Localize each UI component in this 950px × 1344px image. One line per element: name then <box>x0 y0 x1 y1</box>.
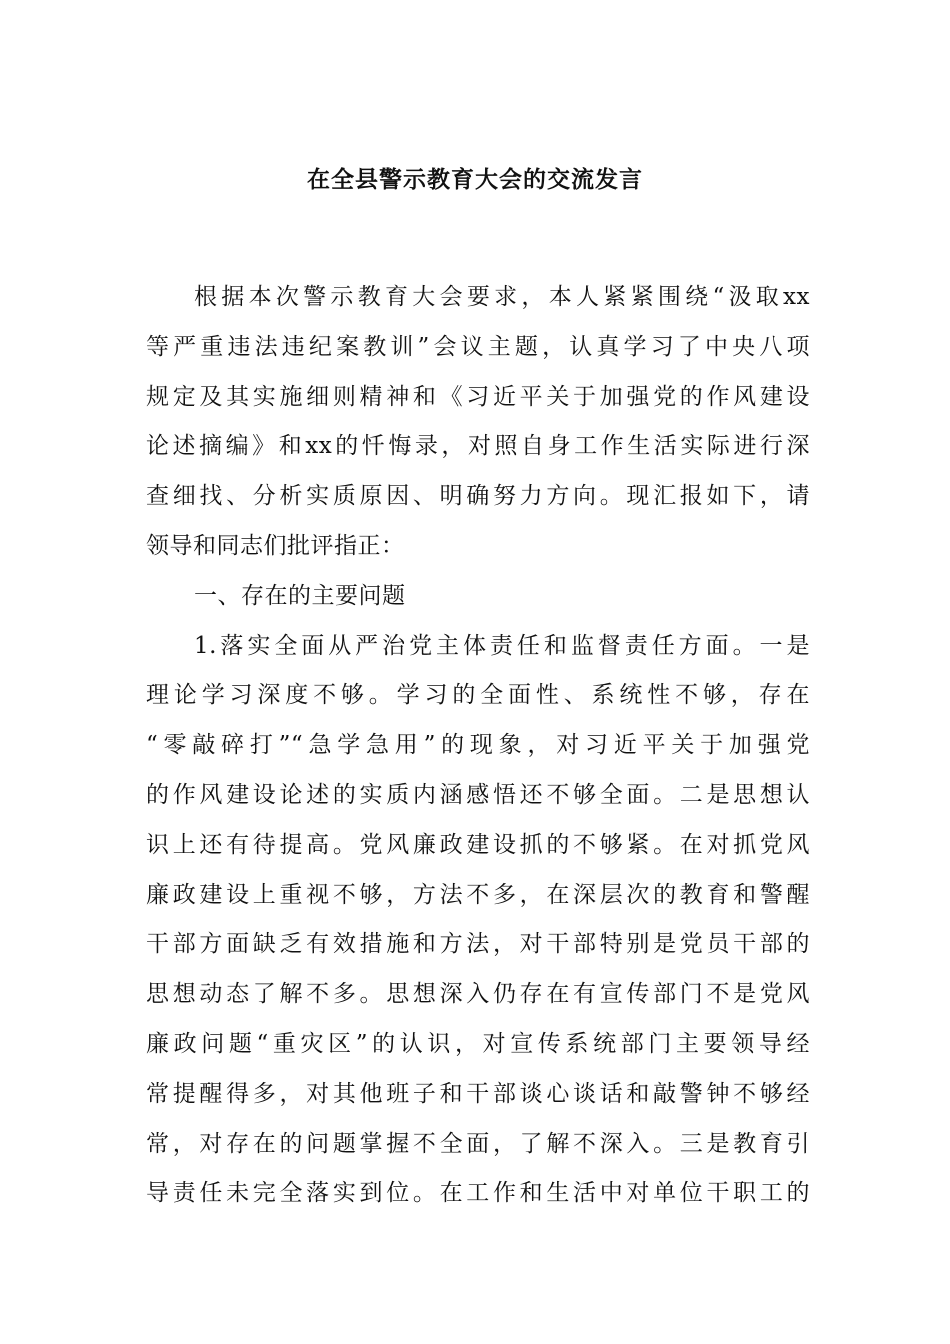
body-text-line: 根据本次警示教育大会要求，本人紧紧围绕“汲取xx <box>194 284 810 310</box>
body-text-line: 理论学习深度不够。学习的全面性、系统性不够，存在 <box>146 682 810 709</box>
body-text-line: 查细找、分析实质原因、明确努力方向。现汇报如下，请 <box>146 483 810 510</box>
body-text-line: 一、存在的主要问题 <box>194 582 406 609</box>
document-title: 在全县警示教育大会的交流发言 <box>307 167 643 193</box>
body-text-line: 领导和同志们批评指正： <box>146 532 405 559</box>
body-text-line: 常，对存在的问题掌握不全面，了解不深入。三是教育引 <box>146 1130 810 1157</box>
body-text-line: “零敲碎打”“急学急用”的现象，对习近平关于加强党 <box>146 732 810 759</box>
body-text-line: 思想动态了解不多。思想深入仍存在有宣传部门不是党风 <box>146 981 810 1008</box>
body-text-line: 识上还有待提高。党风廉政建设抓的不够紧。在对抓党风 <box>146 831 810 858</box>
body-text-line: 的作风建设论述的实质内涵感悟还不够全面。二是思想认 <box>146 781 810 808</box>
body-text-line: 导责任未完全落实到位。在工作和生活中对单位干职工的 <box>146 1180 810 1207</box>
body-text-line: 常提醒得多，对其他班子和干部谈心谈话和敲警钟不够经 <box>146 1080 810 1107</box>
body-text-line: 廉政建设上重视不够，方法不多，在深层次的教育和警醒 <box>146 881 810 908</box>
body-text-line: 廉政问题“重灾区”的认识，对宣传系统部门主要领导经 <box>146 1030 810 1057</box>
document-body <box>146 273 810 1219</box>
body-text-line: 等严重违法违纪案教训”会议主题，认真学习了中央八项 <box>146 333 810 360</box>
body-text-line: 1.落实全面从严治党主体责任和监督责任方面。一是 <box>194 632 810 659</box>
body-text-line: 干部方面缺乏有效措施和方法，对干部特别是党员干部的 <box>146 931 810 958</box>
body-text-line: 规定及其实施细则精神和《习近平关于加强党的作风建设 <box>146 383 810 410</box>
body-text-line: 论述摘编》和xx的忏悔录，对照自身工作生活实际进行深 <box>146 433 810 460</box>
